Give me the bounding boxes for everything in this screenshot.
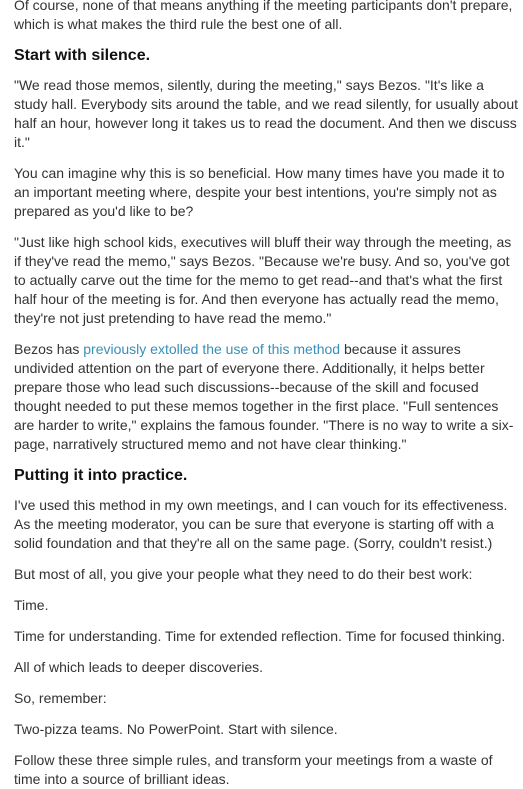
paragraph-time: Time.	[14, 597, 49, 613]
paragraph-own-meetings: I've used this method in my own meetings, and I can vouch for its effectiveness. As the meeting moderator, you can be sure that everyone is starting off with a solid foundation and that they're all on the same page. (Sorry, couldn't resist.)	[14, 497, 508, 551]
paragraph-extolled-before: Bezos has	[14, 341, 84, 357]
paragraph-most-of-all: But most of all, you give your people what they need to do their best work:	[14, 566, 473, 582]
paragraph-deeper-discoveries: All of which leads to deeper discoveries.	[14, 659, 264, 675]
paragraph-bezos-quote-reading: "We read those memos, silently, during the meeting," says Bezos. "It's like a study hall. Everybody sits around the table, and we read silently, for usually about half an hour, however long it takes us to read the document. And then we discuss it."	[14, 77, 519, 150]
paragraph-intro: Of course, none of that means anything if the meeting participants don't prepare, which is what makes the third rule the best one of all.	[14, 0, 513, 32]
paragraph-extolled-after: because it assures undivided attention on the part of everyone there. Additionally, it helps better prepare those who lead such discussions--because of the skill and focused thought needed to put these memos together in the first place. "Full sentences are harder to write," explains the famous founder. "There is no way to write a six-page, narratively structured memo and not have clear thinking."	[14, 341, 514, 452]
heading-putting-into-practice: Putting it into practice.	[14, 467, 188, 484]
extolled-method-link[interactable]: previously extolled the use of this method	[83, 341, 341, 357]
paragraph-conclusion: Follow these three simple rules, and transform your meetings from a waste of time into a source of brilliant ideas.	[14, 752, 493, 787]
paragraph-so-remember: So, remember:	[14, 690, 107, 706]
paragraph-bezos-quote-bluff: "Just like high school kids, executives will bluff their way through the meeting, as if they've read the memo," says Bezos. "Because we're busy. And so, you've got to actually carve out the time for the memo to get read--and that's what the first half hour of the meeting is for. And then everyone has actually read the memo, they're not just pretending to have read the memo."	[14, 234, 512, 326]
paragraph-three-rules: Two-pizza teams. No PowerPoint. Start with silence.	[14, 721, 338, 737]
paragraph-beneficial: You can imagine why this is so beneficial. How many times have you made it to an important meeting where, despite your best intentions, you're simply not as prepared as you'd like to be?	[14, 165, 505, 219]
paragraph-time-for: Time for understanding. Time for extended reflection. Time for focused thinking.	[14, 628, 506, 644]
heading-start-with-silence: Start with silence.	[14, 47, 151, 64]
paragraph-extolled	[14, 340, 519, 454]
